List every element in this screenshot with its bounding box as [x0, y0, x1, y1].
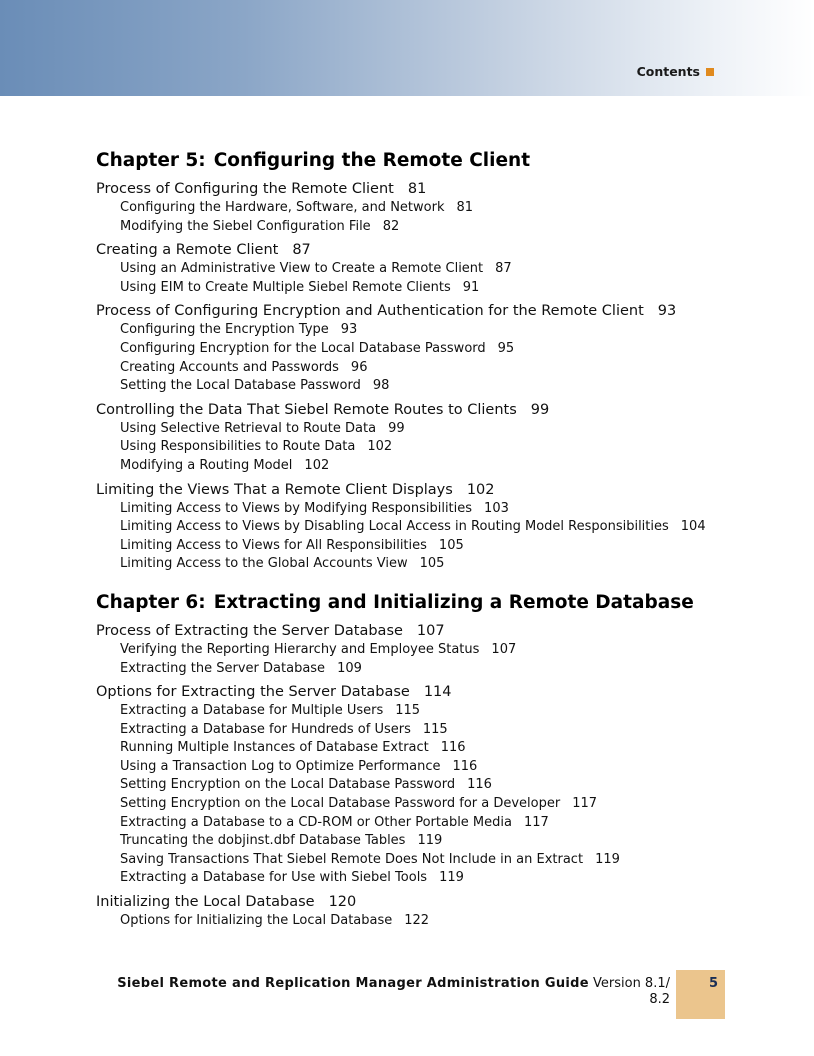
toc-section	[96, 621, 796, 678]
toc-subsection-title: Extracting a Database for Hundreds of Users	[120, 721, 411, 737]
toc-subsection-entry[interactable]	[96, 851, 796, 870]
toc-section-entry[interactable]	[96, 480, 796, 500]
toc-subsection-title: Verifying the Reporting Hierarchy and Employee Status	[120, 641, 480, 657]
toc-page-number: 104	[680, 519, 706, 535]
toc-page-number: 116	[440, 740, 466, 756]
page-number-box	[676, 970, 725, 1019]
toc-section-title: Options for Extracting the Server Database	[96, 684, 410, 701]
toc-subsection-title: Limiting Access to Views for All Responsibilities	[120, 537, 427, 553]
footer-version: Version 8.1/	[593, 976, 670, 991]
toc-subsection-entry[interactable]	[96, 218, 796, 237]
chapter-number: Chapter 6:	[96, 591, 206, 613]
toc-subsection-title: Configuring Encryption for the Local Database Password	[120, 340, 486, 356]
toc-subsection-entry[interactable]	[96, 199, 796, 218]
toc-section	[96, 400, 796, 476]
chapter-title: Configuring the Remote Client	[213, 150, 531, 171]
toc-subsection-entry[interactable]	[96, 739, 796, 758]
toc-subsection-title: Configuring the Encryption Type	[120, 322, 329, 338]
toc-page-number: 117	[572, 796, 598, 812]
toc-subsection-title: Modifying a Routing Model	[120, 457, 293, 473]
toc-section	[96, 480, 796, 574]
toc-page-number: 102	[466, 481, 495, 498]
toc-page-number: 109	[337, 660, 362, 676]
footer	[100, 976, 670, 1008]
toc-page-number: 107	[491, 641, 517, 657]
toc-page-number: 116	[467, 777, 492, 793]
toc-subsection-title: Using a Transaction Log to Optimize Performance	[120, 758, 441, 774]
toc-page-number: 98	[372, 378, 390, 394]
toc-subsection-title: Extracting a Database for Use with Siebel Tools	[120, 870, 428, 886]
toc-subsection-entry[interactable]	[96, 721, 796, 740]
page-number: 5	[708, 976, 718, 991]
toc-subsection-entry[interactable]	[96, 832, 796, 851]
toc-subsection-title: Extracting the Server Database	[120, 660, 326, 676]
toc-page-number: 96	[350, 359, 368, 375]
chapter-title: Extracting and Initializing a Remote Database	[213, 591, 694, 613]
toc-page-number: 117	[523, 814, 549, 830]
toc-subsection-title: Limiting Access to Views by Disabling Local Access in Routing Model Responsibilities	[120, 519, 669, 535]
chapter-number: Chapter 5:	[96, 150, 206, 171]
toc-subsection-entry[interactable]	[96, 795, 796, 814]
toc-section	[96, 240, 796, 297]
toc-page-number: 93	[340, 322, 358, 338]
toc-subsection-entry[interactable]	[96, 912, 796, 931]
toc-section-entry[interactable]	[96, 892, 796, 912]
toc-subsection-title: Using an Administrative View to Create a Remote Client	[120, 261, 484, 277]
toc-page-number: 102	[304, 457, 330, 473]
toc-subsection-entry[interactable]	[96, 518, 796, 537]
header-band	[0, 0, 814, 96]
toc-page-number: 116	[452, 758, 478, 774]
toc-page-number: 87	[495, 261, 512, 277]
toc-section-title: Limiting the Views That a Remote Client Displays	[96, 481, 453, 498]
toc-subsection-entry[interactable]	[96, 555, 796, 574]
toc-subsection-title: Setting Encryption on the Local Database Password for a Developer	[120, 796, 561, 812]
toc-subsection-entry[interactable]	[96, 260, 796, 279]
toc-page-number: 105	[419, 556, 445, 572]
toc-subsection-entry[interactable]	[96, 457, 796, 476]
toc-subsection-entry[interactable]	[96, 537, 796, 556]
toc-section-title: Process of Extracting the Server Database	[96, 622, 403, 639]
toc-subsection-entry[interactable]	[96, 377, 796, 396]
toc-subsection-title: Limiting Access to the Global Accounts View	[120, 556, 408, 572]
toc-page-number: 81	[456, 200, 474, 215]
toc-subsection-title: Creating Accounts and Passwords	[120, 359, 339, 375]
toc-section-entry[interactable]	[96, 682, 796, 702]
chapter-heading	[96, 148, 796, 174]
toc-page-number: 82	[382, 218, 400, 234]
toc-subsection-entry[interactable]	[96, 660, 796, 679]
toc-subsection-title: Modifying the Siebel Configuration File	[120, 218, 371, 234]
toc-section-title: Creating a Remote Client	[96, 242, 279, 259]
toc-page-number: 122	[404, 913, 430, 929]
footer-guide-title: Siebel Remote and Replication Manager Administration Guide	[117, 976, 589, 991]
toc-subsection-entry[interactable]	[96, 776, 796, 795]
toc-section-entry[interactable]	[96, 240, 796, 260]
toc-subsection-entry[interactable]	[96, 702, 796, 721]
toc-section	[96, 179, 796, 236]
toc-subsection-title: Setting the Local Database Password	[120, 378, 361, 394]
toc-page-number: 119	[417, 833, 443, 849]
toc-page-number: 119	[595, 851, 620, 867]
toc-subsection-title: Running Multiple Instances of Database Extract	[120, 740, 429, 756]
toc-section-title: Process of Configuring Encryption and Authentication for the Remote Client	[96, 303, 644, 320]
toc-subsection-entry[interactable]	[96, 420, 796, 439]
toc-section	[96, 682, 796, 888]
toc-page-number: 115	[422, 721, 448, 737]
toc-subsection-title: Using EIM to Create Multiple Siebel Remote Clients	[120, 279, 451, 295]
toc-page-number: 91	[462, 279, 480, 295]
toc-subsection-title: Options for Initializing the Local Database	[120, 913, 393, 929]
toc-page-number: 99	[388, 420, 405, 436]
toc-section	[96, 892, 796, 931]
chapter-heading	[96, 590, 796, 616]
header-contents-label	[637, 64, 714, 79]
toc-subsection-title: Using Selective Retrieval to Route Data	[120, 420, 377, 436]
toc-subsection-title: Setting Encryption on the Local Database Password	[120, 777, 456, 793]
toc-subsection-entry[interactable]	[96, 500, 796, 519]
toc-page-number: 120	[328, 894, 357, 911]
toc-page-number: 95	[497, 340, 515, 356]
table-of-contents	[96, 148, 796, 931]
toc-page-number: 81	[407, 181, 427, 197]
toc-section-entry[interactable]	[96, 621, 796, 641]
toc-subsection-title: Saving Transactions That Siebel Remote Does Not Include in an Extract	[120, 851, 584, 867]
toc-subsection-title: Configuring the Hardware, Software, and Network	[120, 200, 445, 215]
toc-page-number: 93	[657, 303, 677, 320]
toc-subsection-entry[interactable]	[96, 340, 796, 359]
toc-subsection-title: Extracting a Database for Multiple Users	[120, 703, 384, 719]
toc-subsection-entry[interactable]	[96, 758, 796, 777]
toc-subsection-title: Limiting Access to Views by Modifying Responsibilities	[120, 500, 473, 516]
header-label-text: Contents	[636, 64, 700, 79]
toc-page-number: 103	[484, 500, 509, 516]
toc-subsection-entry[interactable]	[96, 869, 796, 888]
toc-page-number: 107	[416, 622, 445, 639]
toc-page-number: 87	[292, 242, 311, 259]
toc-section-entry[interactable]	[96, 400, 796, 420]
toc-subsection-entry[interactable]	[96, 814, 796, 833]
toc-page-number: 102	[367, 439, 393, 455]
toc-subsection-title: Using Responsibilities to Route Data	[120, 439, 356, 455]
footer-version-cont: 8.2	[649, 992, 670, 1007]
toc-subsection-entry[interactable]	[96, 641, 796, 660]
toc-section-title: Initializing the Local Database	[96, 894, 315, 911]
toc-section-title: Controlling the Data That Siebel Remote Routes to Clients	[96, 401, 517, 418]
toc-page-number: 119	[439, 870, 464, 886]
toc-page-number: 114	[423, 684, 452, 701]
toc-subsection-entry[interactable]	[96, 321, 796, 340]
toc-section-entry[interactable]	[96, 179, 796, 199]
toc-page-number: 99	[530, 401, 550, 418]
toc-section-title: Process of Configuring the Remote Client	[96, 181, 394, 197]
toc-section	[96, 301, 796, 395]
toc-subsection-entry[interactable]	[96, 279, 796, 298]
toc-subsection-entry[interactable]	[96, 359, 796, 378]
toc-subsection-title: Truncating the dobjinst.dbf Database Tables	[120, 833, 406, 849]
toc-section-entry[interactable]	[96, 301, 796, 321]
toc-subsection-title: Extracting a Database to a CD-ROM or Other Portable Media	[120, 814, 512, 830]
square-bullet-icon	[706, 68, 714, 76]
toc-page-number: 105	[438, 537, 464, 553]
toc-subsection-entry[interactable]	[96, 438, 796, 457]
toc-page-number: 115	[395, 703, 421, 719]
